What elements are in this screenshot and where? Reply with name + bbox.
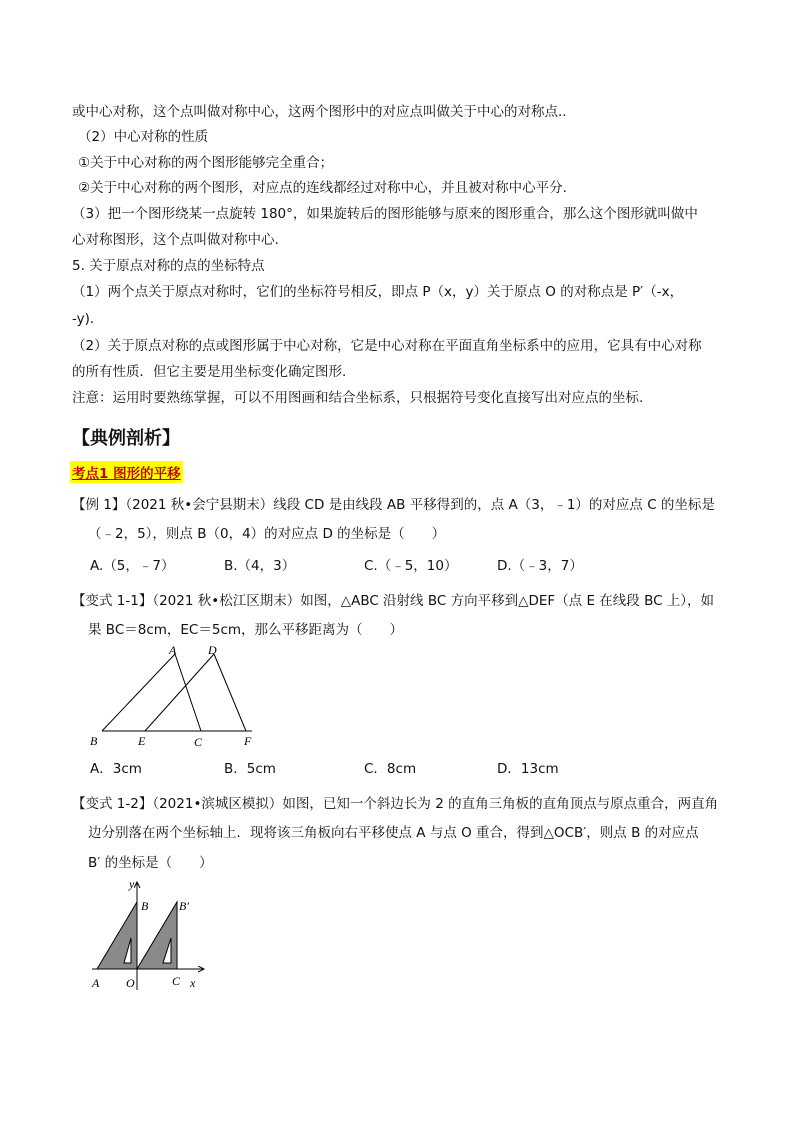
variant11-option-b: B．5cm	[224, 761, 276, 777]
intro-line-7: 5. 关于原点对称的点的坐标特点	[72, 258, 265, 274]
label-a: A	[92, 976, 100, 990]
label-b: B	[141, 899, 149, 913]
variant11-option-d: D．13cm	[497, 761, 559, 777]
example1-line-1: 【例 1】（2021 秋•会宁县期末）线段 CD 是由线段 AB 平移得到的，点 A（3，﹣1）的对应点 C 的坐标是	[72, 497, 715, 513]
segment-df	[214, 654, 246, 731]
intro-line-3: ①关于中心对称的两个图形能够完全重合；	[78, 155, 334, 171]
segment-ed	[145, 654, 214, 731]
label-o: O	[126, 976, 135, 990]
label-y: y	[129, 877, 135, 891]
label-d: D	[208, 643, 217, 657]
coordinate-triangle-figure	[84, 872, 214, 997]
label-b: B	[90, 734, 98, 748]
intro-line-2: （2）中心对称的性质	[78, 129, 209, 145]
original-triangle	[97, 902, 137, 969]
intro-line-1: 或中心对称，这个点叫做对称中心，这两个图形中的对应点叫做关于中心的对称点..	[72, 104, 567, 120]
section-title: 【典例剖析】	[72, 428, 180, 449]
intro-line-11: 的所有性质．但它主要是用坐标变化确定图形.	[72, 364, 347, 380]
example1-option-d: D.（﹣3，7）	[497, 558, 583, 574]
example1-option-a: A.（5，﹣7）	[90, 558, 175, 574]
intro-line-8: （1）两个点关于原点对称时，它们的坐标符号相反，即点 P（x，y）关于原点 O 的对称点是 P′（-x，	[72, 284, 684, 300]
intro-line-4: ②关于中心对称的两个图形，对应点的连线都经过对称中心，并且被对称中心平分.	[78, 180, 567, 196]
intro-line-6: 心对称图形，这个点叫做对称中心.	[72, 232, 279, 248]
variant12-line-1: 【变式 1-2】（2021•滨城区模拟）如图，已知一个斜边长为 2 的直角三角板的直角顶点与原点重合，两直角	[72, 796, 719, 812]
label-e: E	[138, 734, 146, 748]
example1-line-2: （﹣2，5），则点 B（0，4）的对应点 D 的坐标是（ ）	[88, 526, 446, 542]
triangle-translation-figure	[82, 642, 272, 752]
label-x: x	[190, 976, 196, 990]
label-f: F	[244, 734, 252, 748]
intro-line-5: （3）把一个图形绕某一点旋转 180°，如果旋转后的图形能够与原来的图形重合，那么这个图形就叫做中	[72, 206, 698, 222]
intro-line-9: -y).	[72, 311, 95, 327]
intro-line-10: （2）关于原点对称的点或图形属于中心对称，它是中心对称在平面直角坐标系中的应用，它具有中心对称	[72, 338, 702, 354]
label-a: A	[169, 643, 177, 657]
topic-tag: 考点1 图形的平移	[70, 461, 183, 483]
intro-line-12: 注意：运用时要熟练掌握，可以不用图画和结合坐标系，只根据符号变化直接写出对应点的坐标.	[72, 390, 644, 406]
label-c: C	[172, 974, 181, 988]
variant11-line-2: 果 BC＝8cm，EC＝5cm，那么平移距离为（ ）	[88, 622, 404, 638]
variant11-line-1: 【变式 1-1】（2021 秋•松江区期末）如图，△ABC 沿射线 BC 方向平移到△DEF（点 E 在线段 BC 上），如	[72, 593, 715, 609]
example1-option-b: B.（4，3）	[224, 558, 296, 574]
variant11-option-a: A．3cm	[90, 761, 142, 777]
label-b-prime: B′	[179, 899, 189, 913]
segment-ba	[102, 654, 175, 731]
variant11-option-c: C．8cm	[364, 761, 417, 777]
label-c: C	[194, 735, 203, 749]
variant12-line-3: B′ 的坐标是（ ）	[88, 855, 213, 871]
example1-option-c: C.（﹣5，10）	[364, 558, 458, 574]
variant12-line-2: 边分别落在两个坐标轴上．现将该三角板向右平移使点 A 与点 O 重合，得到△OCB′，则点 B 的对应点	[88, 825, 699, 841]
